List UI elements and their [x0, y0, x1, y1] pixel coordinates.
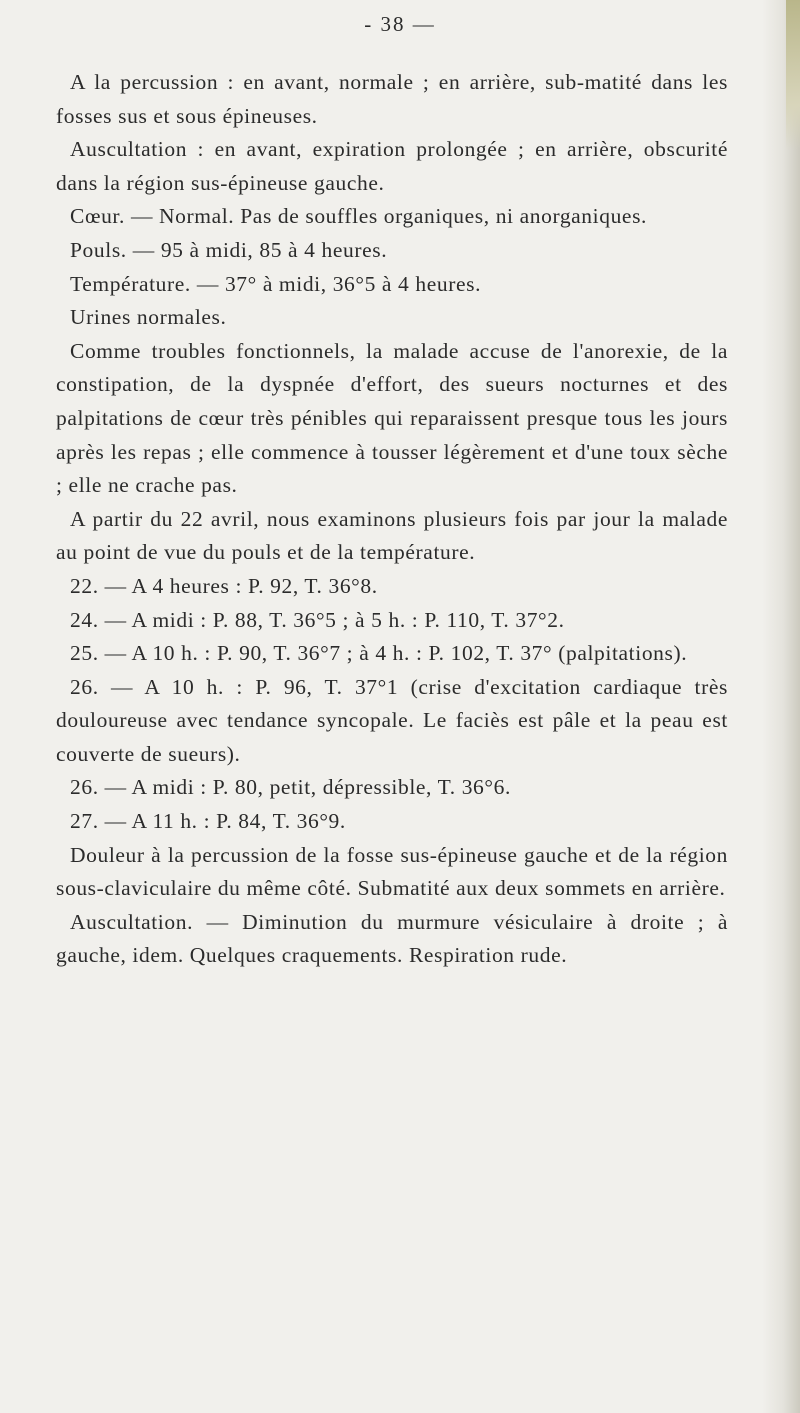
- entry-22: 22. — A 4 heures : P. 92, T. 36°8.: [70, 573, 378, 598]
- page-number: - 38 —: [364, 12, 436, 36]
- entry-24: 24. — A midi : P. 88, T. 36°5 ; à 5 h. : P. 110, T. 37°2.: [70, 607, 565, 632]
- page-edge-shadow: [762, 0, 800, 1413]
- paragraph-troubles: Comme troubles fonctionnels, la malade accuse de l'anorexie, de la constipation, de la dyspnée d'effort, des sueurs nocturnes et des palpitations de cœur très pénibles qui reparaissent presque tous les jours après les repas ; elle commence à tousser légèrement et d'une toux sèche ; elle ne crache pas.: [56, 338, 728, 498]
- entry-27: 27. — A 11 h. : P. 84, T. 36°9.: [70, 809, 346, 834]
- entry-26-midi: 26. — A midi : P. 80, petit, dépressible, T. 36°6.: [70, 775, 511, 800]
- paragraph-percussion: A la percussion : en avant, normale ; en arrière, sub-matité dans les fosses sus et sous épineuses.: [56, 70, 728, 128]
- paragraph-auscultation-2: Auscultation. — Diminution du murmure vésiculaire à droite ; à gauche, idem. Quelques craquements. Respiration rude.: [56, 909, 728, 968]
- body-text: [56, 66, 728, 973]
- paragraph-urines: Urines normales.: [70, 305, 227, 330]
- paragraph-douleur: Douleur à la percussion de la fosse sus-épineuse gauche et de la région sous-claviculaire du même côté. Submatité aux deux sommets en arrière.: [56, 842, 728, 901]
- paragraph-coeur: Cœur. — Normal. Pas de souffles organiques, ni anorganiques.: [70, 204, 648, 229]
- paragraph-temperature: Température. — 37° à midi, 36°5 à 4 heures.: [70, 271, 482, 296]
- paragraph-pouls: Pouls. — 95 à midi, 85 à 4 heures.: [70, 237, 388, 262]
- paragraph-examen: A partir du 22 avril, nous examinons plusieurs fois par jour la malade au point de vue du pouls et de la température.: [56, 506, 728, 565]
- entry-26-morning: 26. — A 10 h. : P. 96, T. 37°1 (crise d'excitation cardiaque très douloureuse avec tendance syncopale. Le faciès est pâle et la peau est couverte de sueurs).: [56, 674, 728, 766]
- entry-25: 25. — A 10 h. : P. 90, T. 36°7 ; à 4 h. : P. 102, T. 37° (palpitations).: [70, 641, 688, 666]
- paragraph-auscultation: Auscultation : en avant, expiration prolongée ; en arrière, obscurité dans la région sus-épineuse gauche.: [56, 137, 728, 195]
